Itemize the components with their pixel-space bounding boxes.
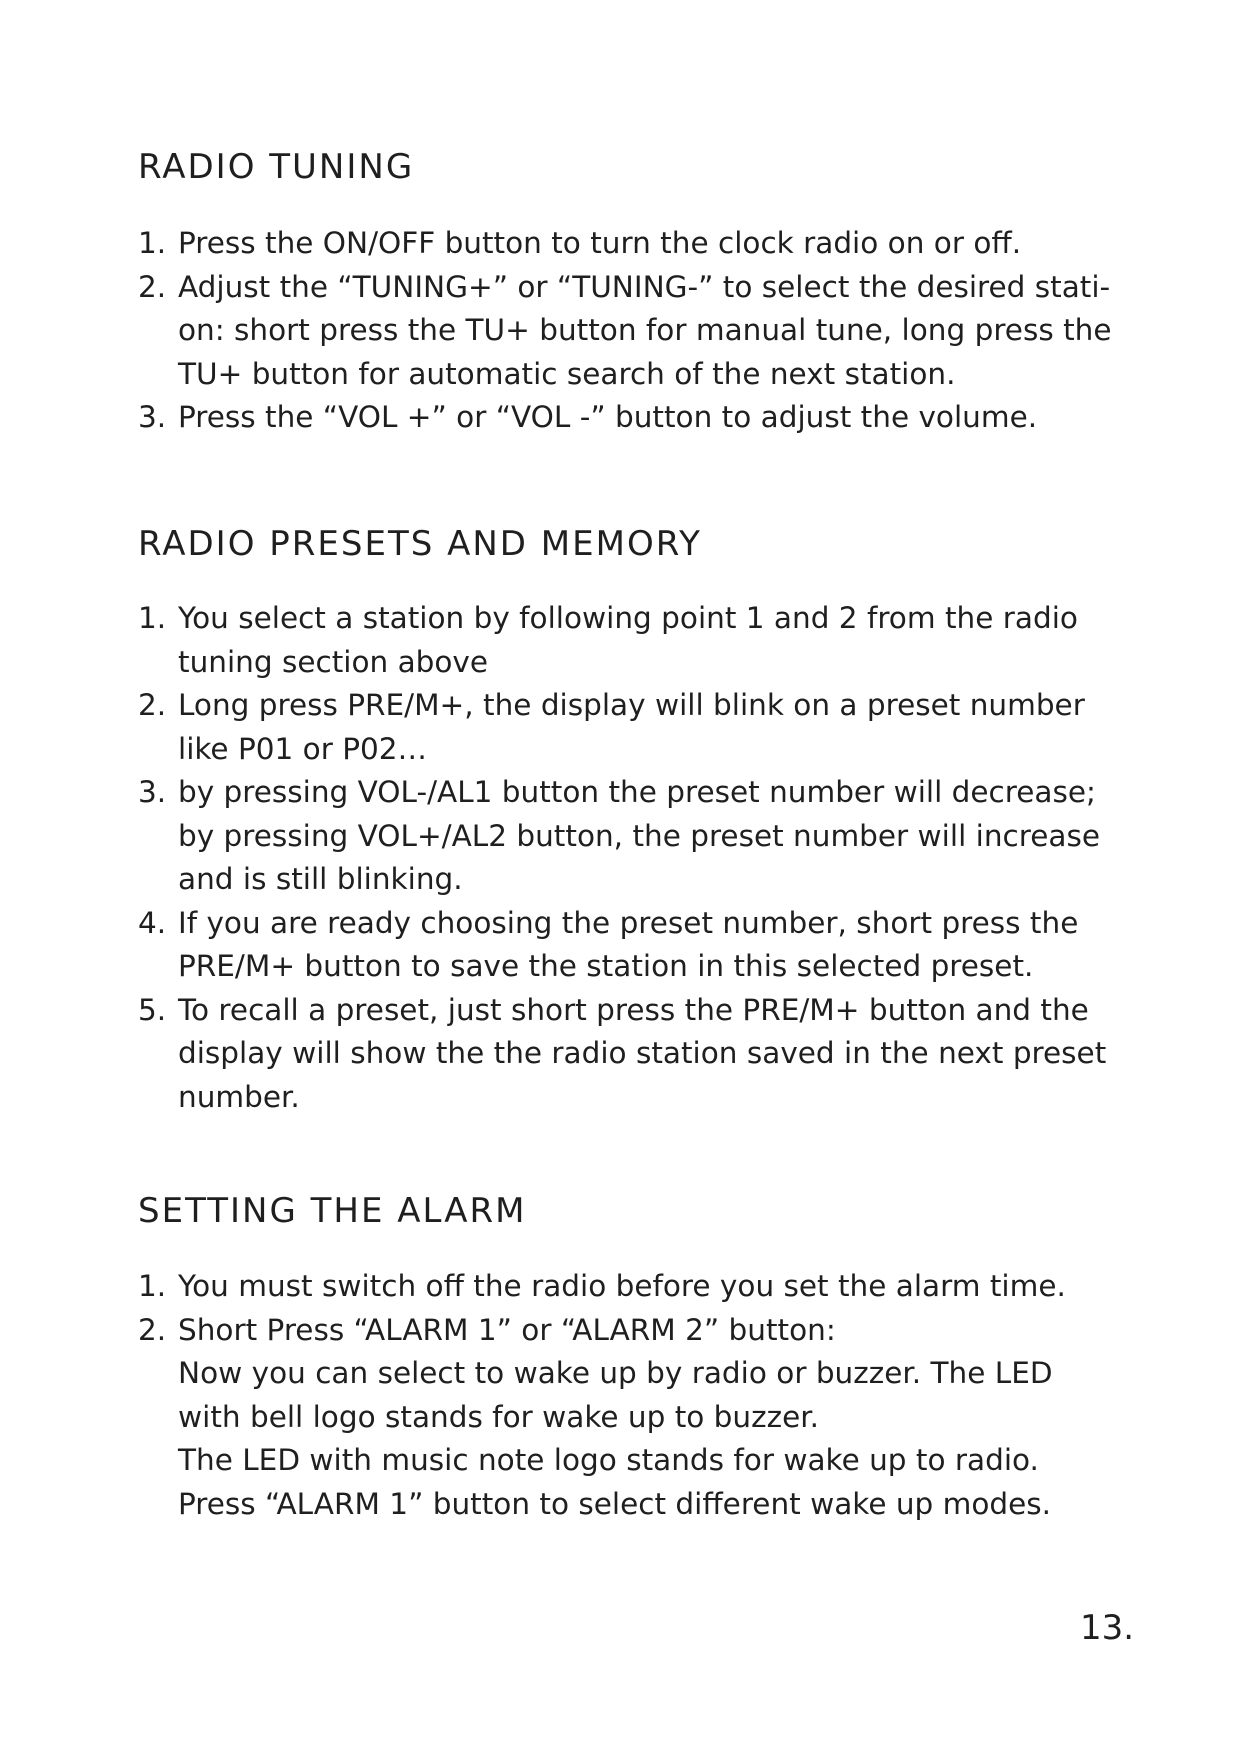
list-item-text: You select a station by following point 1 and 2 from the radio bbox=[178, 601, 1078, 635]
radio-presets-list bbox=[138, 597, 1118, 1119]
list-item bbox=[138, 771, 1118, 902]
list-item-text: You must switch off the radio before you set the alarm time. bbox=[178, 1269, 1066, 1303]
list-item-text: Press the ON/OFF button to turn the clock radio on or off. bbox=[178, 226, 1022, 260]
list-item bbox=[138, 1309, 1118, 1527]
setting-alarm-list bbox=[138, 1265, 1118, 1526]
list-item bbox=[138, 222, 1118, 266]
list-item bbox=[138, 1265, 1118, 1309]
section-heading-setting-alarm: SETTING THE ALARM bbox=[138, 1191, 527, 1231]
list-item-text: tuning section above bbox=[178, 644, 489, 679]
list-item-number: 1. bbox=[138, 1269, 167, 1303]
list-item-number: 4. bbox=[138, 905, 167, 940]
list-item-number: 3. bbox=[138, 775, 167, 809]
list-item-text: by pressing VOL+/AL2 button, the preset number will increase bbox=[178, 818, 1100, 853]
list-item-text: The LED with music note logo stands for wake up to radio. bbox=[178, 1443, 1039, 1477]
list-item-number: 2. bbox=[138, 269, 167, 304]
list-item-text: TU+ button for automatic search of the next station. bbox=[178, 356, 956, 391]
page-number: 13. bbox=[1080, 1608, 1135, 1648]
list-item-number: 1. bbox=[138, 226, 167, 260]
section-heading-radio-tuning: RADIO TUNING bbox=[138, 147, 415, 187]
list-item-number: 1. bbox=[138, 601, 167, 635]
list-item-text: Press the “VOL +” or “VOL -” button to adjust the volume. bbox=[178, 400, 1038, 434]
list-item-text: Now you can select to wake up by radio or buzzer. The LED bbox=[178, 1356, 1053, 1390]
list-item-text: Long press PRE/M+, the display will blink on a preset number bbox=[178, 688, 1085, 722]
list-item-text: If you are ready choosing the preset number, short press the bbox=[178, 905, 1079, 940]
list-item bbox=[138, 266, 1118, 397]
list-item-text: Press “ALARM 1” button to select different wake up modes. bbox=[178, 1486, 1052, 1521]
list-item-text: like P01 or P02… bbox=[178, 731, 428, 766]
list-item-number: 5. bbox=[138, 992, 167, 1027]
list-item bbox=[138, 902, 1118, 989]
list-item-text: on: short press the TU+ button for manual tune, long press the bbox=[178, 313, 1112, 347]
radio-tuning-list bbox=[138, 222, 1118, 440]
list-item bbox=[138, 989, 1118, 1120]
list-item-text: and is still blinking. bbox=[178, 862, 463, 896]
list-item-text: Adjust the “TUNING+” or “TUNING-” to select the desired stati- bbox=[178, 269, 1111, 304]
list-item-number: 3. bbox=[138, 400, 167, 434]
list-item-number: 2. bbox=[138, 1312, 167, 1347]
list-item-text: with bell logo stands for wake up to buzzer. bbox=[178, 1399, 820, 1434]
list-item-text: PRE/M+ button to save the station in this selected preset. bbox=[178, 949, 1034, 983]
list-item-text: To recall a preset, just short press the PRE/M+ button and the bbox=[178, 992, 1089, 1027]
list-item-text: Short Press “ALARM 1” or “ALARM 2” button: bbox=[178, 1312, 836, 1347]
list-item-text: display will show the the radio station saved in the next preset bbox=[178, 1036, 1107, 1070]
list-item-text: by pressing VOL-/AL1 button the preset number will decrease; bbox=[178, 775, 1096, 809]
list-item-text: number. bbox=[178, 1079, 300, 1114]
list-item bbox=[138, 597, 1118, 684]
list-item bbox=[138, 396, 1118, 440]
list-item-number: 2. bbox=[138, 688, 167, 722]
list-item bbox=[138, 684, 1118, 771]
section-heading-radio-presets: RADIO PRESETS AND MEMORY bbox=[138, 524, 702, 564]
